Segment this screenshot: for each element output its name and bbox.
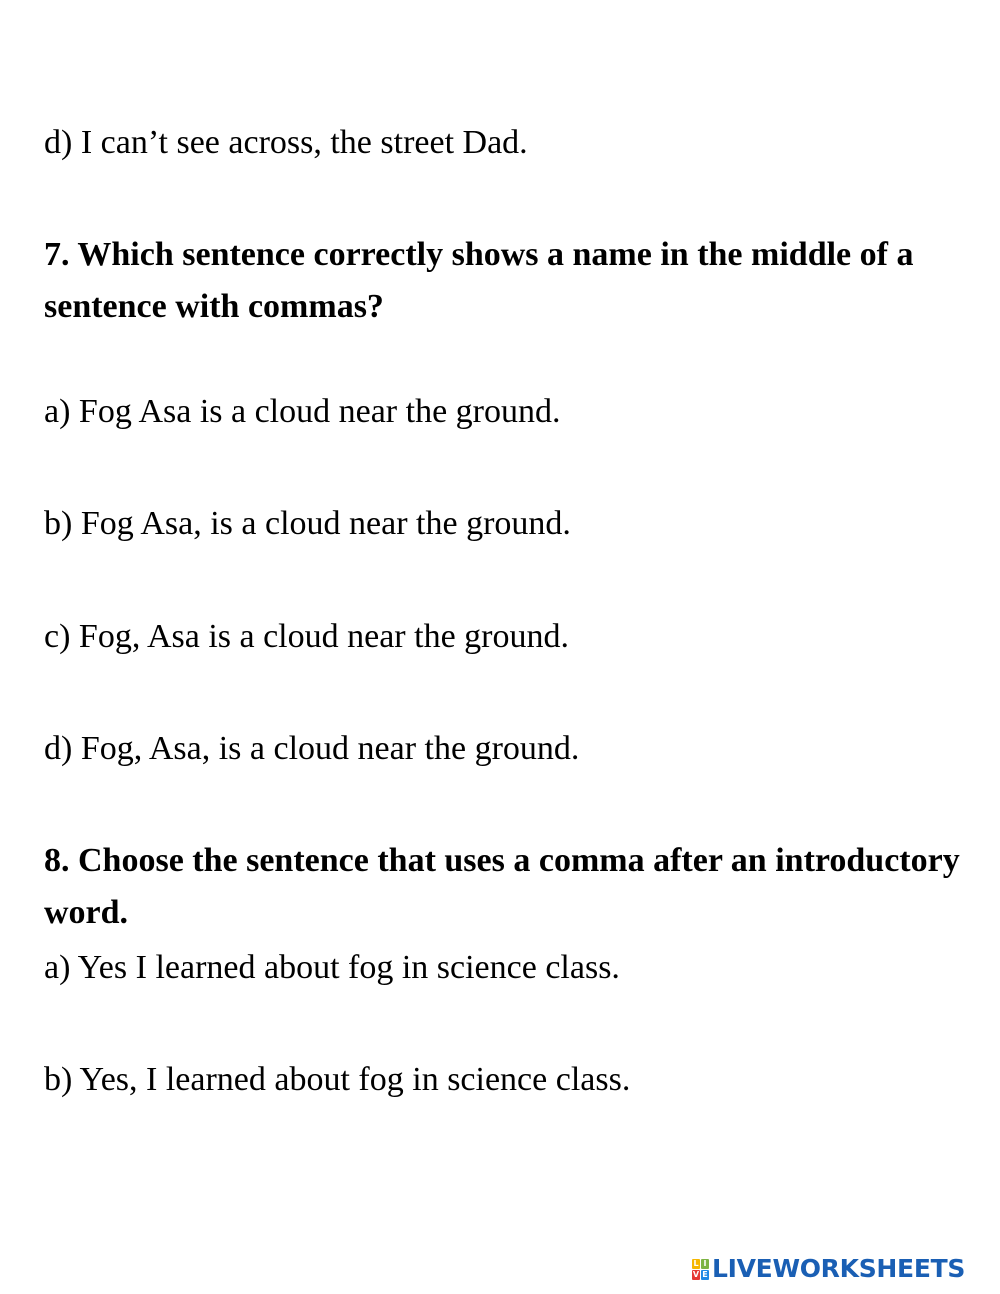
q6-option-d: d) I can’t see across, the street Dad. (44, 124, 528, 161)
q7-question: 7. Which sentence correctly shows a name in the middle of a sentence with commas? (44, 236, 914, 325)
q8-option-a: a) Yes I learned about fog in science class. (44, 949, 620, 986)
logo-mark-icon (692, 1259, 709, 1280)
q8-option-b: b) Yes, I learned about fog in science class. (44, 1061, 631, 1098)
logo-mark-letter: E (702, 1269, 708, 1279)
logo-text: LIVEWORKSHEETS (712, 1254, 966, 1283)
logo-mark-letter: L (693, 1258, 699, 1268)
q7-option-c: c) Fog, Asa is a cloud near the ground. (44, 618, 569, 655)
logo-mark-letter: V (692, 1269, 700, 1279)
q7-option-d: d) Fog, Asa, is a cloud near the ground. (44, 730, 580, 767)
q7-option-a: a) Fog Asa is a cloud near the ground. (44, 393, 561, 430)
liveworksheets-logo (692, 1254, 965, 1284)
q8-question: 8. Choose the sentence that uses a comma after an introductory word. (44, 842, 960, 931)
logo-mark-letter: I (701, 1259, 709, 1269)
q7-option-b: b) Fog Asa, is a cloud near the ground. (44, 505, 571, 542)
